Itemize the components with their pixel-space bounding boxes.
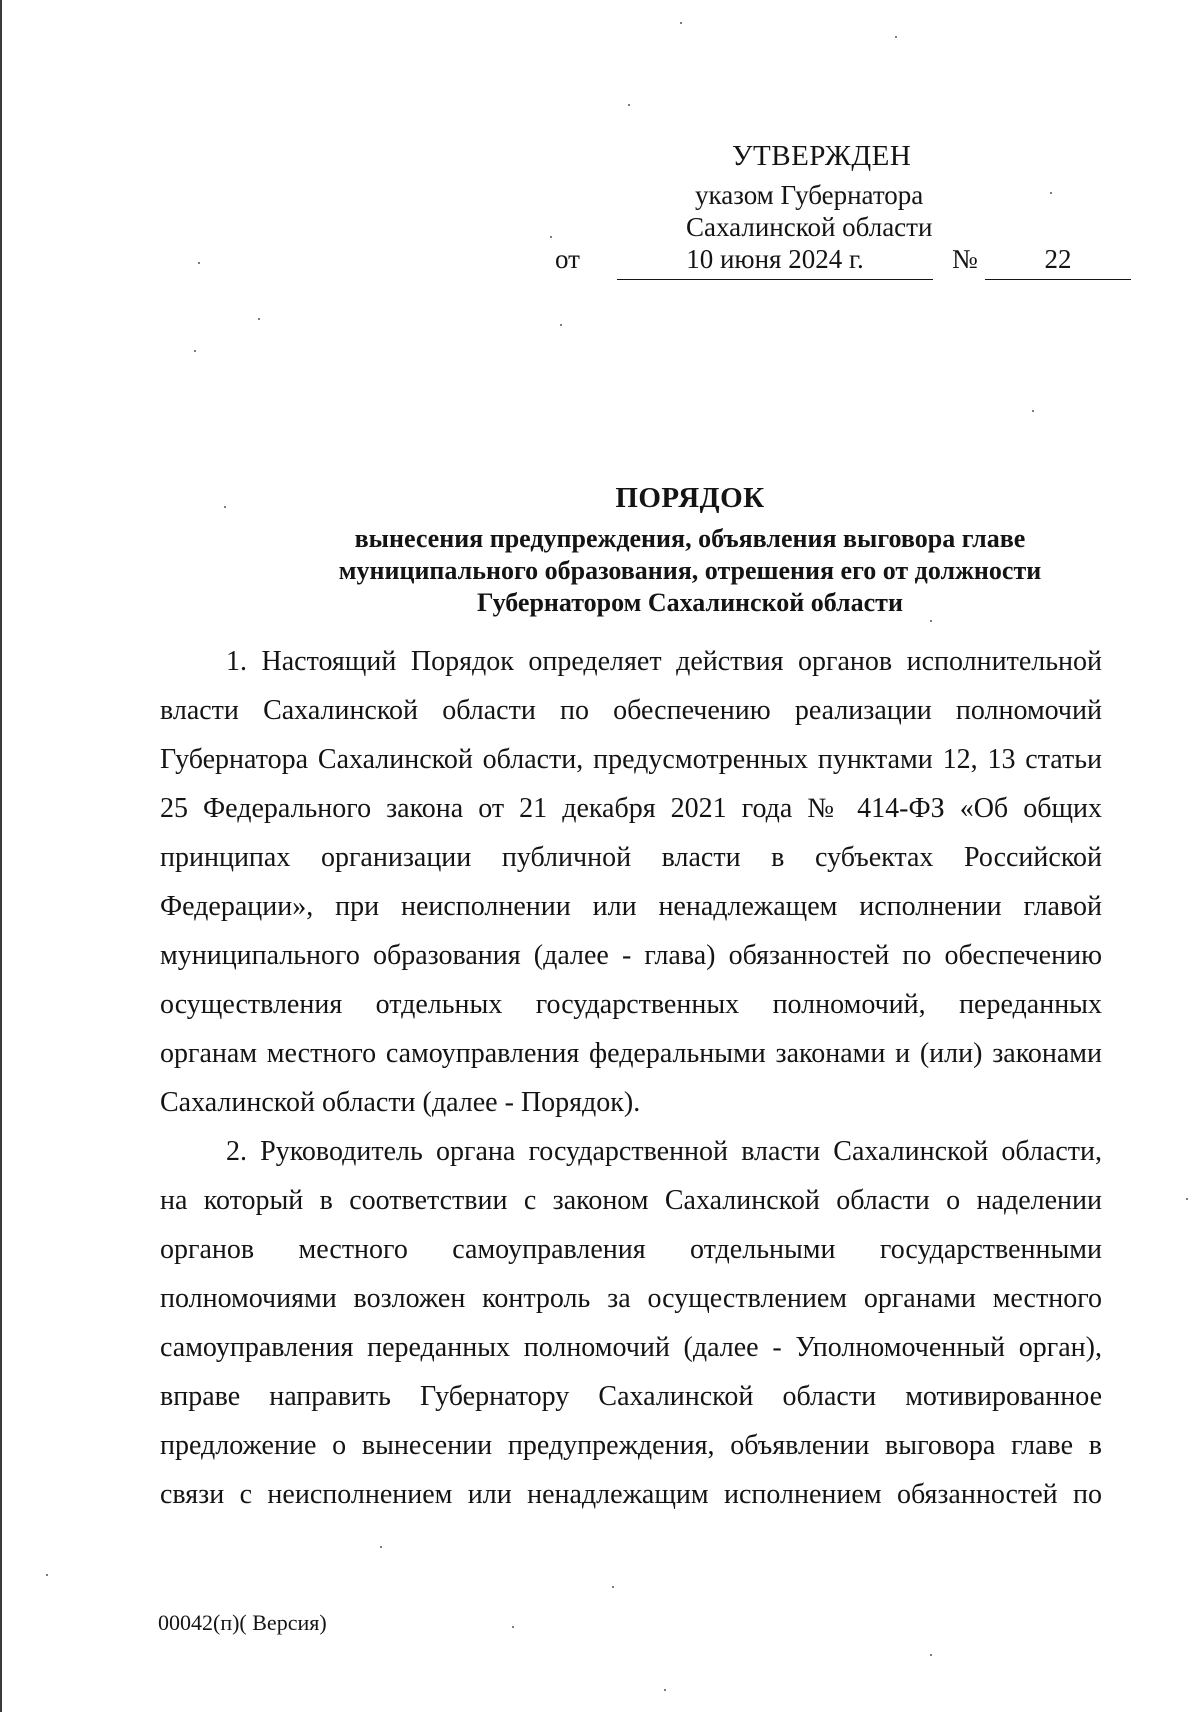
approval-from-label: от [555,244,580,274]
approval-line-region: Сахалинской области [686,212,933,242]
paragraph-2-line: предложение о вынесении предупреждения, объявлении выговора главе в [160,1430,1102,1461]
scan-speck [1186,1198,1188,1200]
scan-speck [895,36,897,38]
paragraph-1-line: 25 Федерального закона от 21 декабря 2021 года № 414-ФЗ «Об общих [160,793,1102,824]
scan-speck [46,1574,48,1576]
approval-number-label: № [952,244,978,274]
scan-speck [612,1586,614,1588]
paragraph-1-line: Федерации», при неисполнении или ненадлежащем исполнении главой [160,891,1102,922]
paragraph-1-line: Сахалинской области (далее - Порядок). [160,1087,641,1118]
approval-title: УТВЕРЖДЕН [732,140,912,172]
approval-date: 10 июня 2024 г. [617,244,933,280]
paragraph-2-line: связи с неисполнением или ненадлежащим исполнением обязанностей по [160,1479,1102,1510]
paragraph-1-line: органам местного самоуправления федеральными законами и (или) законами [160,1038,1102,1069]
paragraph-2-line: вправе направить Губернатору Сахалинской области мотивированное [160,1381,1102,1412]
document-footer-code: 00042(п)( Версия) [158,1610,327,1635]
scan-speck [258,318,260,320]
scan-speck [198,262,200,264]
scan-speck [512,1626,514,1628]
paragraph-2-line: самоуправления переданных полномочий (далее - Уполномоченный орган), [160,1332,1102,1363]
paragraph-1-line: муниципального образования (далее - глава) обязанностей по обеспечению [160,940,1102,971]
paragraph-1-line: Губернатора Сахалинской области, предусмотренных пунктами 12, 13 статьи [160,744,1102,775]
document-subtitle-line: муниципального образования, отрешения его от должности [338,556,1042,585]
scan-speck [628,104,630,106]
scan-speck [1050,192,1052,194]
paragraph-1-line: власти Сахалинской области по обеспечению реализации полномочий [160,695,1102,726]
scan-speck [1032,410,1034,412]
scan-speck [550,236,552,238]
paragraph-2-line: 2. Руководитель органа государственной власти Сахалинской области, [226,1136,1102,1167]
paragraph-1-line: осуществления отдельных государственных полномочий, переданных [160,989,1102,1020]
document-subtitle-line: вынесения предупреждения, объявления выговора главе [354,524,1026,553]
scan-speck [664,1689,666,1691]
scan-speck [680,22,682,24]
scan-speck [560,324,562,326]
paragraph-1-line: принципах организации публичной власти в субъектах Российской [160,842,1102,873]
document-title: ПОРЯДОК [615,482,765,514]
scan-edge-line [0,0,2,1712]
document-subtitle-line: Губернатором Сахалинской области [477,588,903,617]
scan-speck [194,350,196,352]
approval-line-decree: указом Губернатора [695,180,924,210]
paragraph-2-line: на который в соответствии с законом Сахалинской области о наделении [160,1185,1102,1216]
scan-speck [224,506,226,508]
scan-speck [380,1546,382,1548]
approval-number: 22 [985,244,1131,280]
paragraph-2-line: полномочиями возложен контроль за осуществлением органами местного [160,1283,1102,1314]
paragraph-2-line: органов местного самоуправления отдельными государственными [160,1234,1102,1265]
scan-speck [930,620,932,622]
paragraph-1-line: 1. Настоящий Порядок определяет действия органов исполнительной [226,646,1102,677]
scan-speck [930,1654,932,1656]
